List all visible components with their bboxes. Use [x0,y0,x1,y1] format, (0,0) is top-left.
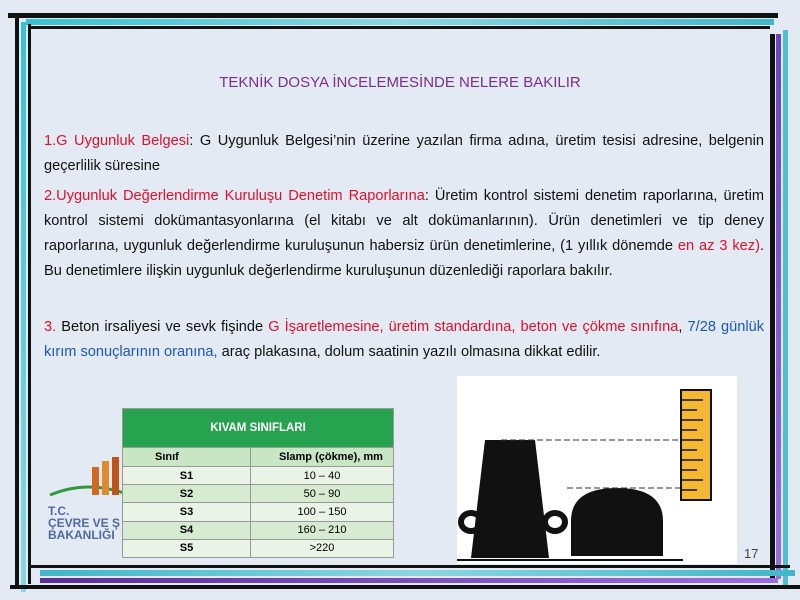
left-bar-black-2 [28,24,31,584]
left-bar-teal [21,22,26,592]
paragraph-3 [44,315,764,365]
table-cell: >220 [251,539,394,557]
right-bar-black [770,34,775,579]
table-row [123,485,394,503]
slide-title: TEKNİK DOSYA İNCELEMESİNDE NELERE BAKILIR [219,74,581,91]
slump-test-illustration [457,376,737,564]
right-bar-teal [783,30,788,585]
paragraph-2-highlight: en az 3 kez) [677,238,760,254]
table-cell: 10 – 40 [251,467,394,485]
paragraph-3-text-2: , [678,319,688,335]
bottom-bar-purple [40,578,778,583]
slump-test-drawing [457,376,737,564]
table-cell: S3 [123,503,251,521]
bottom-bar-black-2 [10,585,800,589]
right-bar-purple [776,34,781,579]
paragraph-3-text-3: araç plakasına, dolum saatinin yazılı olmasına dikkat edilir. [217,344,601,360]
paragraph-2 [44,184,764,284]
table-row [123,467,394,485]
paragraph-3-number: 3. [44,319,57,335]
table-cell: S4 [123,521,251,539]
table-row [123,521,394,539]
left-bar-black [15,13,19,588]
table-cell: 50 – 90 [251,485,394,503]
kivam-classes-table [122,408,394,558]
paragraph-2-text-2: . Bu denetimlere ilişkin uygunluk değerlendirme kuruluşunun düzenlediği raporlara bakılır. [44,238,764,279]
paragraph-3-text-1: Beton irsaliyesi ve sevk fişinde [56,319,269,335]
paragraph-2-text-1: : Üretim kontrol sistemi denetim raporlarına, üretim kontrol sistemi dokümantasyonlarına (el kitabı ve alt dokümanlarının). Ürün denetimleri ve tip deney raporlarına, uygunluk değerlendirme kuruluşunun habersiz ürün denetimlerine, (1 yıllık dönemde [44,188,765,254]
table-cell: 100 – 150 [251,503,394,521]
top-bar-black-2 [30,26,770,29]
table-title: KIVAM SINIFLARI [123,409,394,448]
paragraph-1 [44,129,764,179]
logo-line-3: BAKANLIĞI [48,528,115,542]
table-cell: S5 [123,539,251,557]
top-bar-black [8,13,778,18]
paragraph-2-label: 2.Uygunluk Değerlendirme Kuruluşu Denetim Raporlarına [44,188,425,204]
table-row [123,539,394,557]
ministry-logo-icon [46,455,126,505]
table-cell: S1 [123,467,251,485]
paragraph-3-highlight: G İşaretlemesine, üretim standardına, beton ve çökme sınıfına [268,319,679,335]
table-header-class: Sınıf [123,448,251,467]
table-row [123,503,394,521]
logo-text [48,505,120,541]
top-bar-teal [26,19,774,25]
table-cell: S2 [123,485,251,503]
paragraph-3-blue: 7/28 günlük kırım sonuçlarının oranına, [44,319,765,360]
table-cell: 160 – 210 [251,521,394,539]
bottom-bar-black [30,565,790,568]
paragraph-1-text: : G Uygunluk Belgesi’nin üzerine yazılan firma adına, üretim tesisi adresine, belgenin geçerlilik süresine [44,133,764,174]
table-header-slump: Slamp (çökme), mm [251,448,394,467]
bottom-bar-teal [40,570,795,576]
page-number: 17 [744,546,759,561]
paragraph-1-label: 1.G Uygunluk Belgesi [44,133,190,149]
logo-line-1: T.C. [48,504,70,518]
logo-line-2: ÇEVRE VE Ş [48,516,121,530]
